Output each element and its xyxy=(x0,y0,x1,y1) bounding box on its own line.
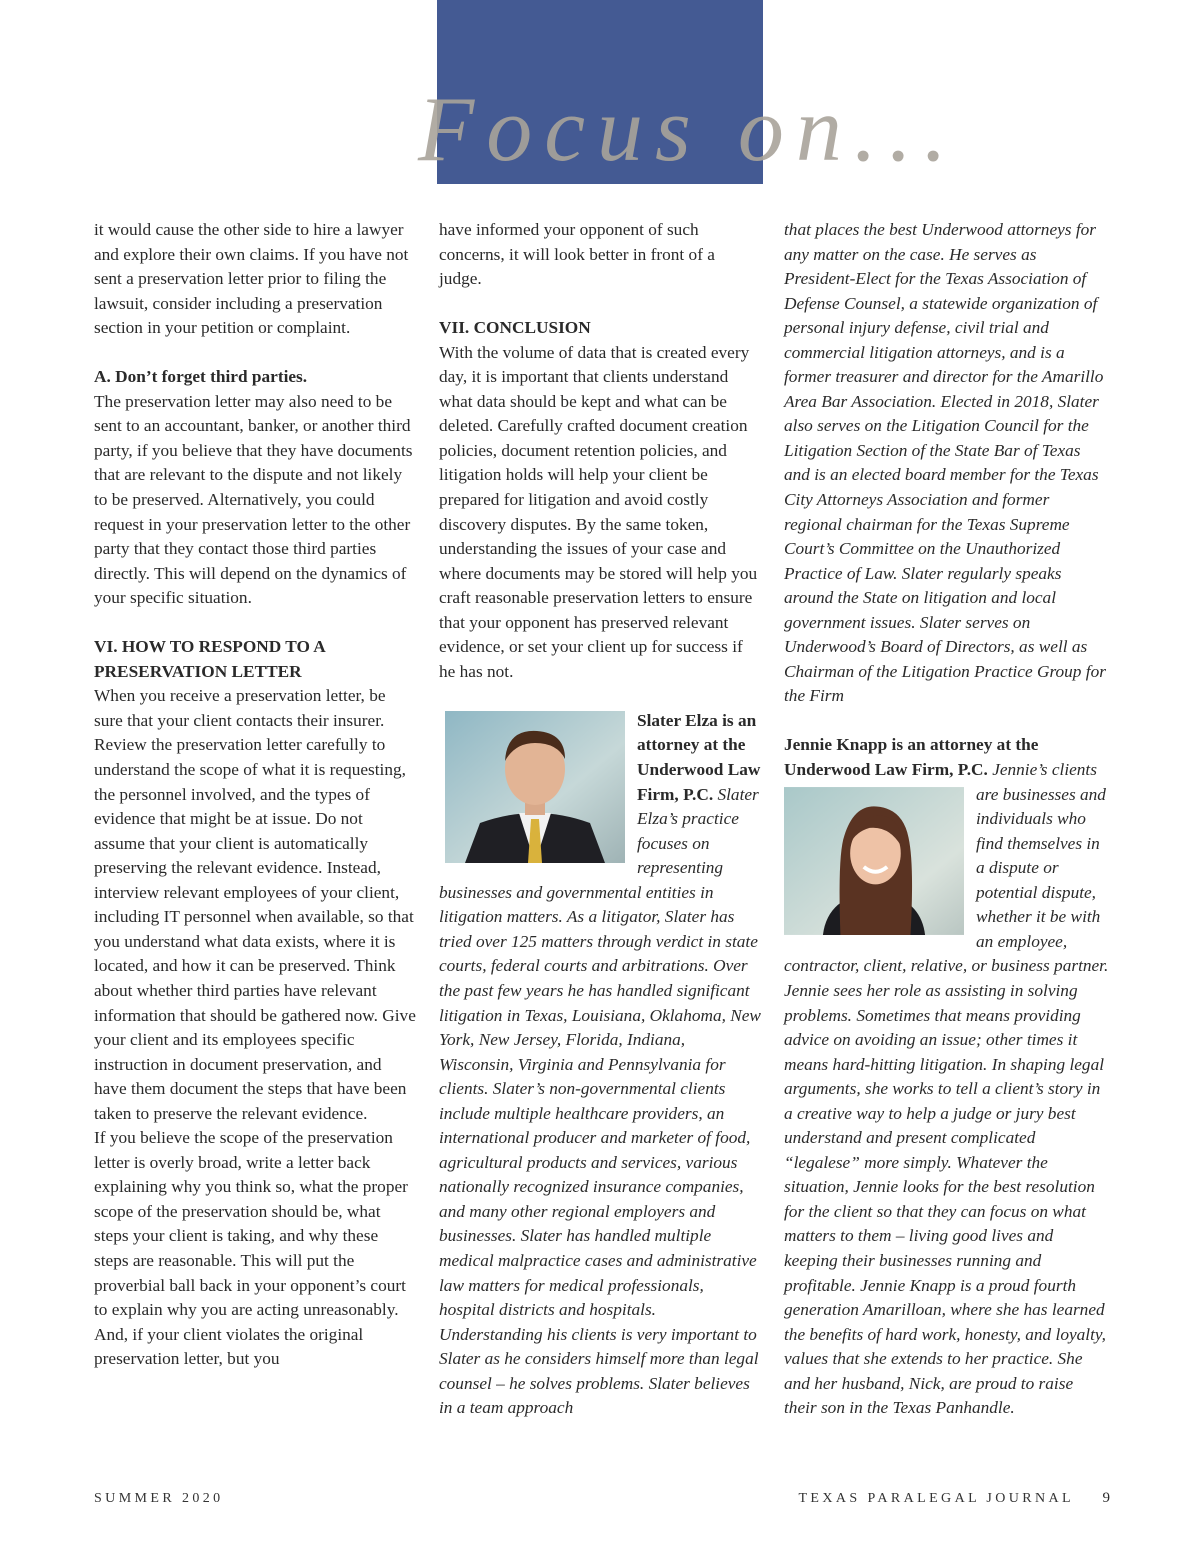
jennie-knapp-bio-lead: Jennie Knapp is an attorney at the Underwood Law Firm, P.C. xyxy=(784,735,1039,780)
col1-paragraph-2: The preservation letter may also need to be sent to an accountant, banker, or another third party, if you believe that they have documents that are relevant to the dispute and not likely to be preserved. Alternatively, you could request in your preservation letter to the other party that they contact those third parties directly. This will depend on the dynamics of your specific situation. xyxy=(94,391,413,608)
jennie-knapp-bio xyxy=(784,733,1109,1420)
slater-elza-photo xyxy=(445,711,625,863)
col2-paragraph-2: With the volume of data that is created every day, it is important that clients understand what data should be kept and what can be deleted. Carefully crafted document creation policies, document retention policies, and litigation holds will help your client be prepared for litigation and avoid costly discovery disputes. By the same token, understanding the issues of your case and where documents may be stored will help you craft reasonable preservation letters to ensure that your opponent has preserved relevant evidence, or set your client up for success if he has not. xyxy=(439,342,758,681)
col3-paragraph-1: that places the best Underwood attorneys for any matter on the case. He serves as President-Elect for the Texas Association of Defense Counsel, a statewide organization of personal injury defense, civil trial and commercial litigation attorneys, and is a former treasurer and director for the Amarillo Area Bar Association. Elected in 2018, Slater also serves on the Litigation Council for the Litigation Section of the State Bar of Texas and is an elected board member for the Texas City Attorneys Association and former regional chairman for the Texas Supreme Court’s Committee on the Unauthorized Practice of Law. Slater regularly speaks around the State on litigation and local government issues. Slater serves on Underwood’s Board of Directors, as well as Chairman of the Litigation Practice Group for the Firm xyxy=(784,220,1106,706)
section-heading-vi: VI. HOW TO RESPOND TO A PRESERVATION LETTER xyxy=(94,637,325,681)
col2-paragraph-1: have informed your opponent of such concerns, it will look better in front of a judge. xyxy=(439,220,715,289)
col1-paragraph-4: If you believe the scope of the preservation letter is overly broad, write a letter back explaining why you think so, what the proper scope of the preservation should be, what steps your client is taking, and why these steps are reasonable. This will put the proverbial ball back in your opponent’s court to explain why you are acting unreasonably. And, if your client violates the original preservation letter, but you xyxy=(94,1128,408,1369)
section-heading-vii: VII. CONCLUSION xyxy=(439,318,591,338)
column-2 xyxy=(439,218,761,1421)
footer-issue: SUMMER 2020 xyxy=(94,1491,224,1506)
footer-journal: TEXAS PARALEGAL JOURNAL xyxy=(798,1491,1074,1506)
section-heading-third-parties: A. Don’t forget third parties. xyxy=(94,367,308,387)
focus-on-title xyxy=(388,48,959,198)
jennie-knapp-photo xyxy=(784,785,964,937)
focus-on-title-text: Focus on... xyxy=(418,78,959,180)
column-3 xyxy=(784,218,1109,1421)
jennie-knapp-bio-text: Jennie’s clients are businesses and individuals who find themselves in a dispute or potential dispute, whether it be with an employee, contractor, client, relative, or business partner. Jennie sees her role as assisting in solving problems. Sometimes that means providing advice on avoiding an issue; other times it means hard-hitting litigation. In shaping legal arguments, she works to tell a client’s story in a creative way to help a judge or jury best understand and present complicated “legalese” more simply. Whatever the situation, Jennie looks for the best resolution for the client so that they can focus on what matters to them – living good lives and keeping their businesses running and profitable. Jennie Knapp is a proud fourth generation Amarilloan, where she has learned the benefits of hard work, honesty, and loyalty, values that she extends to her practice. She and her husband, Nick, are proud to raise their son in the Texas Panhandle. xyxy=(784,760,1109,1418)
col1-paragraph-3: When you receive a preservation letter, be sure that your client contacts their insurer. Review the preservation letter carefully to understand the scope of what it is requesting, the personnel involved, and the types of evidence that might be at issue. Do not assume that your client is automatically preserving the relevant evidence. Instead, interview relevant employees of your client, including IT personnel when available, so that you understand what data exists, where it is located, and how it can be preserved. Think about whether third parties have relevant information that should be gathered now. Give your client and its employees specific instruction in document preservation, and have them document the steps that have been taken to preserve the relevant evidence. xyxy=(94,686,416,1123)
col1-paragraph-1: it would cause the other side to hire a lawyer and explore their own claims. If you have not sent a preservation letter prior to filing the lawsuit, consider including a preservation section in your petition or complaint. xyxy=(94,220,409,338)
column-1 xyxy=(94,218,416,1372)
slater-elza-bio-text: Slater Elza’s practice focuses on representing businesses and governmental entities in litigation matters. As a litigator, Slater has tried over 125 matters through verdict in state courts, federal courts and arbitrations. Over the past few years he has handled significant litigation in Texas, Louisiana, Oklahoma, New York, New Jersey, Florida, Indiana, Wisconsin, Virginia and Pennsylvania for clients. Slater’s non-governmental clients include multiple healthcare providers, an international producer and marketer of food, agricultural products and services, various nationally recognized insurance companies, and many other regional employers and businesses. Slater has handled multiple medical malpractice cases and administrative law matters for medical professionals, hospital districts and hospitals. Understanding his clients is very important to Slater as he considers himself more than legal counsel – he solves problems. Slater believes in a team approach xyxy=(439,784,761,1418)
page-number: 9 xyxy=(1102,1490,1110,1506)
slater-elza-bio-lead: Slater Elza is an attorney at the Underwood Law Firm, P.C. xyxy=(637,710,761,804)
